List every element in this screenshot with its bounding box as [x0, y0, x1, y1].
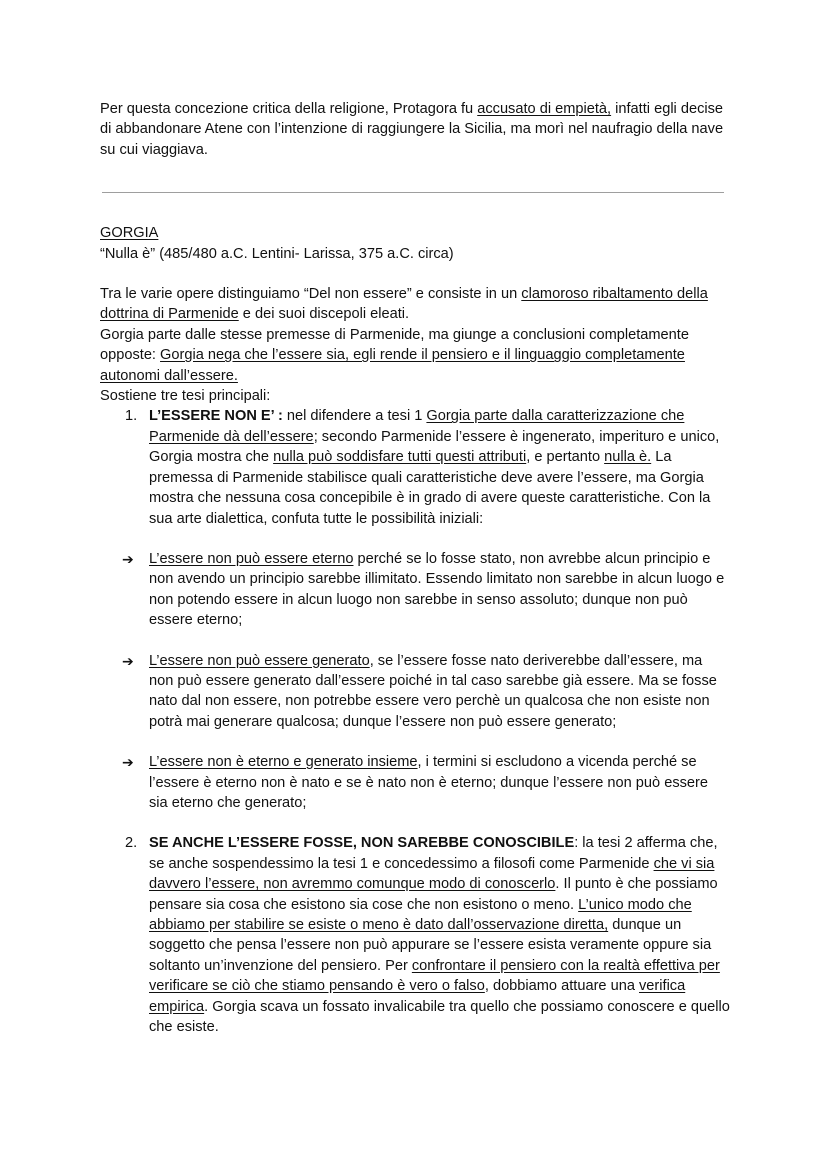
text: . Il punto è che possiamo pensare sia cosa che esistono sia cose che non esistono o meno.: [149, 876, 718, 913]
underlined-text: L’unico modo che abbiamo per stabilire se esiste o meno è dato dall’osservazione diretta,: [149, 896, 692, 933]
underlined-text: che vi sia davvero l’essere, non avremmo comunque modo di conoscerlo: [149, 855, 715, 893]
underlined-text: confrontare il pensiero con la realtà effettiva per verificare se ciò che stiamo pensando è vero o falso: [149, 957, 720, 995]
list-number: 2.: [125, 835, 138, 852]
thesis-1-item: [100, 406, 730, 528]
text: La premessa di Parmenide stabilisce quali caratteristiche deve avere l’essere, ma Gorgia mostra che nessuna cosa concepibile è in grado di avere queste caratteristiche. Con la sua arte dialettica, confuta tutte le possibilità iniziali:: [149, 449, 711, 527]
text: perché se lo fosse stato, non avrebbe alcun principio e non avendo un principio sarebbe illimitato. Essendo limitato non sarebbe in alcun luogo e non potendo essere in alcun luogo non sarebbe in senso assoluto; dunque non può essere eterno;: [149, 550, 725, 629]
underlined-text: Gorgia parte dalla caratterizzazione che Parmenide dà dell’essere: [149, 408, 685, 445]
text: Per questa concezione critica della religione, Protagora fu: [100, 101, 478, 117]
section-heading: GORGIA: [100, 225, 159, 242]
text: Gorgia parte dalle stesse premesse di Parmenide, ma giunge a conclusioni completamente opposte:: [100, 326, 689, 364]
arrow-bullet-icon: ➔: [122, 754, 134, 771]
bullet-item: [100, 651, 730, 733]
text: . Gorgia scava un fossato invalicabile tra quello che possiamo conoscere e quello che esiste.: [149, 998, 730, 1036]
text: , dobbiamo attuare una: [484, 978, 639, 995]
arrow-bullet-icon: ➔: [122, 550, 134, 567]
document-page: [100, 99, 730, 1037]
underlined-text: clamoroso ribaltamento della dottrina di Parmenide: [100, 286, 708, 323]
text: dunque un soggetto che pensa l’essere non può appurare se l’essere esista veramente oppure sia soltanto un’invenzione del pensiero. Per: [149, 917, 712, 974]
arrow-bullet-icon: ➔: [122, 652, 134, 669]
text: e dei suoi discepoli eleati.: [238, 306, 410, 323]
thesis-title: SE ANCHE L’ESSERE FOSSE, NON SAREBBE CONOSCIBILE: [149, 835, 575, 852]
underlined-text: L’essere non può essere generato: [149, 652, 370, 669]
paragraph-theses-intro: Sostiene tre tesi principali:: [100, 388, 271, 405]
bullet-item: [100, 752, 730, 813]
text: Tra le varie opere distinguiamo “Del non essere” e consiste in un: [100, 286, 522, 303]
underlined-text: L’essere non può essere eterno: [149, 550, 354, 567]
thesis-title: L’ESSERE NON E’ :: [149, 408, 283, 425]
underlined-text: verifica empirica: [149, 978, 686, 1015]
section-subtitle: “Nulla è” (485/480 a.C. Lentini- Larissa, 375 a.C. circa): [100, 245, 454, 262]
underlined-text: nulla è.: [604, 449, 652, 466]
text: , i termini si escludono a vicenda perché se l’essere è eterno non è nato e se è nato non è eterno; dunque l’essere non può essere sia eterno che generato;: [149, 754, 709, 811]
bullet-item: [100, 549, 730, 631]
paragraph-works: [100, 284, 730, 325]
intro-paragraph: [100, 99, 730, 160]
text: , se l’essere fosse nato deriverebbe dall’essere, ma non può essere generato dall’essere poiché in tal caso sarebbe già essere. Ma se fosse nato dal non essere, non potrebbe essere vero perchè un qualcosa che non esiste non potrà mai generare qualcosa; dunque l’essere non può essere generato;: [149, 652, 717, 730]
underlined-text: Gorgia nega che l’essere sia, egli rende il pensiero e il linguaggio completamente autonomi dall’essere.: [100, 347, 685, 384]
text: nel difendere a tesi 1: [282, 408, 427, 425]
underlined-text: L’essere non è eterno e generato insieme: [149, 754, 418, 771]
text: ; secondo Parmenide l’essere è ingenerato, imperituro e unico, Gorgia mostra che: [149, 428, 720, 466]
horizontal-divider: [102, 192, 724, 193]
underlined-text: nulla può soddisfare tutti questi attributi: [273, 449, 527, 466]
paragraph-premises: [100, 325, 730, 386]
thesis-2-item: [100, 833, 730, 1037]
text: , e pertanto: [526, 449, 605, 466]
text: : la tesi 2 afferma che, se anche sospendessimo la tesi 1 e concedessimo a filosofi come Parmenide: [149, 835, 718, 872]
underlined-text: accusato di empietà,: [477, 101, 612, 117]
list-number: 1.: [125, 408, 138, 425]
text: infatti egli decise di abbandonare Atene con l’intenzione di raggiungere la Sicilia, ma morì nel naufragio della nave su cui viaggiava.: [100, 101, 724, 158]
